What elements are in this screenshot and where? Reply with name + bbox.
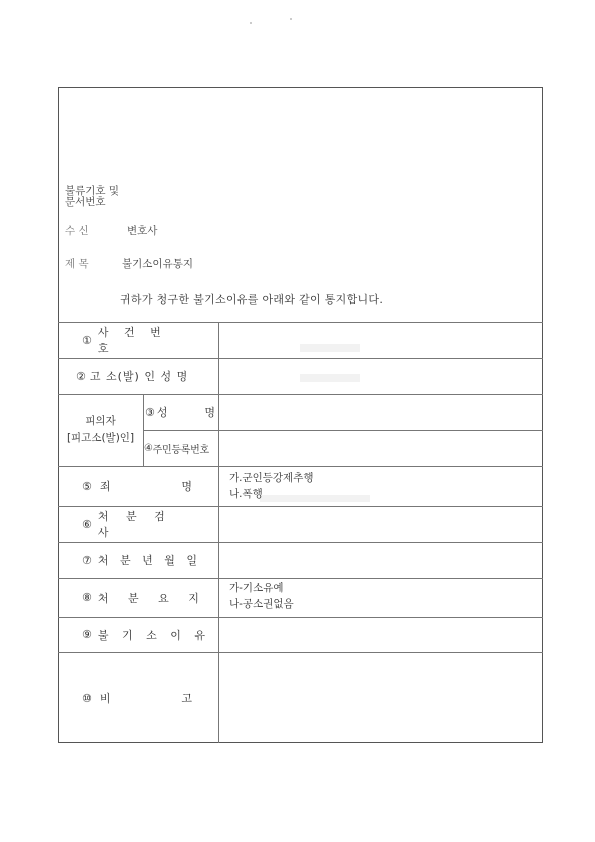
row-suspect-name: ③ 성 명 — [145, 406, 215, 419]
case-number-label: 사 건 번 호 — [97, 326, 167, 355]
recipient-label: 수 신 — [65, 225, 89, 237]
subject-value: 불기소이유통지 — [122, 258, 194, 270]
recipient-value: 변호사 — [127, 225, 158, 237]
row-disposition-summary: ⑧ 처 분 요 지 — [82, 591, 207, 605]
circled-number: ⑥ — [82, 517, 92, 531]
bleed-through-mark — [300, 374, 360, 382]
circled-number: ④ — [144, 442, 153, 454]
circled-number: ⑨ — [82, 628, 92, 641]
row-non-prosecution-reason: ⑨ 불 기 소 이 유 — [82, 628, 210, 642]
suspect-label: 피의자 [피고소(발)인] — [66, 415, 135, 444]
row-case-number — [82, 322, 192, 358]
circled-number: ③ — [145, 406, 155, 419]
disposition-summary-value: 가-기소유예 나-공소권없음 — [229, 582, 294, 610]
circled-number: ⑦ — [82, 553, 92, 567]
scan-speck — [250, 22, 252, 24]
circled-number: ① — [82, 333, 92, 347]
row-remarks: ⑩ 비 고 — [82, 691, 192, 705]
bleed-through-mark — [300, 344, 360, 352]
row-disposition-date: ⑦ 처 분 년 월 일 — [82, 553, 201, 567]
charge-value: 가.군인등강제추행 나.폭행 — [229, 472, 314, 500]
document-number-label: 불류기호 및 문서번호 — [65, 185, 120, 208]
row-disposition-prosecutor: ⑥ 처 분 검 사 — [82, 510, 172, 539]
row-resident-number: ④ 주민등록번호 — [144, 442, 209, 456]
circled-number: ⑩ — [82, 691, 92, 705]
circled-number: ⑧ — [82, 591, 92, 604]
complainant-label: 고 소(발) 인 성 명 — [89, 370, 189, 383]
column-divider — [218, 322, 219, 743]
subject-label: 제 목 — [65, 258, 89, 270]
row-charge: ⑤ 죄 명 — [82, 480, 192, 493]
row-complainant — [76, 358, 216, 394]
circled-number: ⑤ — [82, 480, 92, 493]
scan-speck — [290, 18, 292, 20]
circled-number: ② — [76, 369, 86, 383]
intro-sentence: 귀하가 청구한 불기소이유를 아래와 같이 통지합니다. — [120, 293, 384, 306]
